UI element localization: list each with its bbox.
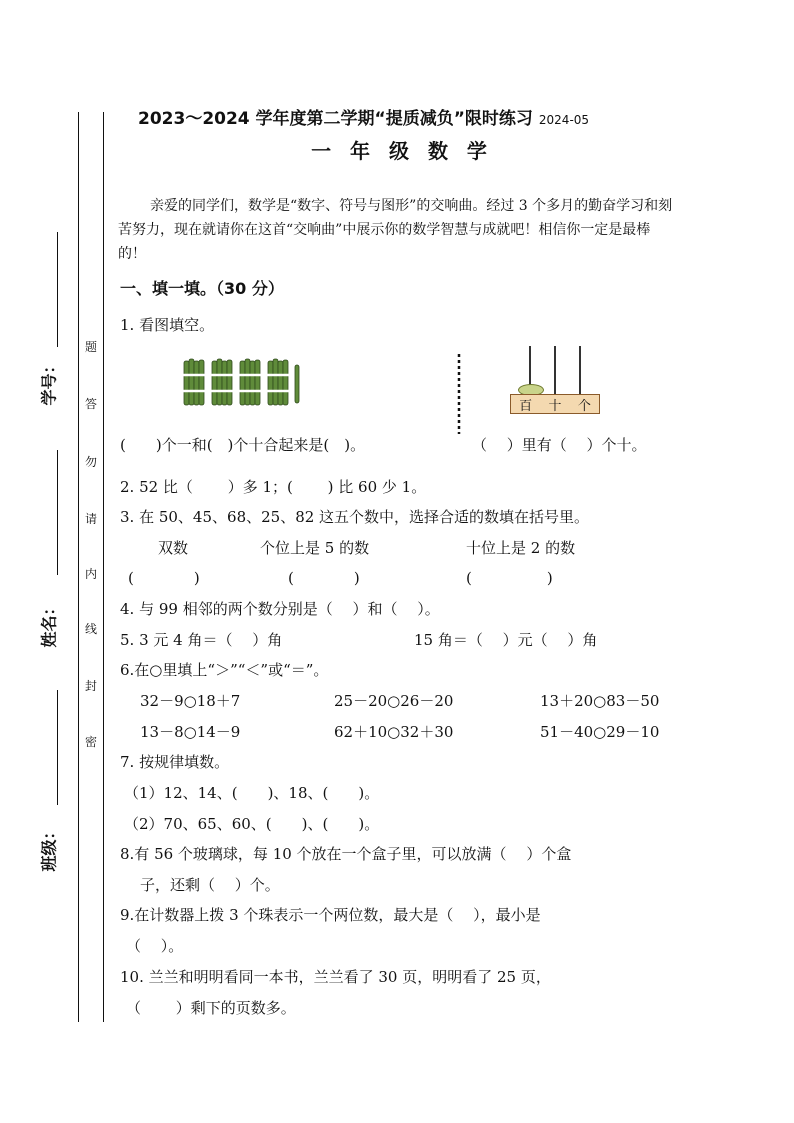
question-10-line1: 10. 兰兰和明明看同一本书，兰兰看了 30 页，明明看了 25 页， bbox=[120, 968, 551, 986]
comparison-item: 25－20○26－20 bbox=[334, 692, 454, 710]
name-label: 姓名： bbox=[39, 599, 59, 648]
class-label: 班级： bbox=[39, 823, 59, 872]
question-1: 1. 看图填空。 bbox=[120, 316, 215, 334]
question-1-left-blank: ( )个一和( )个十合起来是( )。 bbox=[120, 436, 366, 454]
question-1-right-blank: （ ）里有（ ）个十。 bbox=[472, 436, 647, 454]
seal-char: 请 bbox=[84, 512, 97, 526]
question-8-line2: 子，还剩（ ）个。 bbox=[140, 876, 280, 894]
dotted-divider bbox=[455, 352, 463, 436]
question-3-category-tens2: 十位上是 2 的数 bbox=[466, 539, 576, 557]
seal-char: 线 bbox=[84, 622, 97, 636]
counter-rod-tens bbox=[554, 346, 556, 394]
stick-bundles-illustration bbox=[180, 355, 305, 410]
question-3-category-even: 双数 bbox=[158, 539, 189, 557]
question-3: 3. 在 50、45、68、25、82 这五个数中，选择合适的数填在括号里。 bbox=[120, 508, 590, 526]
question-3-category-ones5: 个位上是 5 的数 bbox=[260, 539, 370, 557]
page-subtitle: 一 年 级 数 学 bbox=[311, 139, 493, 163]
page-title bbox=[138, 104, 589, 129]
counter-rod-ones bbox=[579, 346, 581, 394]
question-3-blank-1[interactable]: ( ) bbox=[128, 569, 200, 587]
comparison-item: 13－8○14－9 bbox=[140, 723, 241, 741]
comparison-item: 51－40○29－10 bbox=[540, 723, 660, 741]
binding-line-left bbox=[78, 112, 79, 1022]
question-4: 4. 与 99 相邻的两个数分别是（ ）和（ ）。 bbox=[120, 600, 440, 618]
class-blank[interactable] bbox=[57, 690, 58, 805]
seal-char: 封 bbox=[84, 679, 97, 693]
name-blank[interactable] bbox=[57, 450, 58, 575]
exam-date: 2024-05 bbox=[538, 113, 590, 127]
counter-abacus bbox=[510, 346, 600, 414]
question-7b: （2）70、65、60、( )、( )。 bbox=[124, 815, 380, 833]
intro-paragraph: 亲爱的同学们，数学是“数字、符号与图形”的交响曲。经过 3 个多月的勤奋学习和刻苦努力，现在就请你在这首“交响曲”中展示你的数学智慧与成就吧！相信你一定是最棒的！ bbox=[118, 198, 673, 262]
comparison-item: 32－9○18＋7 bbox=[140, 692, 241, 710]
question-3-blank-2[interactable]: ( ) bbox=[288, 569, 360, 587]
counter-label-tens: 十 bbox=[548, 398, 562, 414]
counter-base bbox=[510, 394, 600, 414]
question-5b: 15 角＝（ ）元（ ）角 bbox=[414, 631, 598, 649]
seal-char: 密 bbox=[84, 735, 97, 749]
question-6: 6.在○里填上“＞”“＜”或“＝”。 bbox=[120, 661, 329, 679]
counter-label-ones: 个 bbox=[577, 398, 591, 414]
question-2: 2. 52 比（ ）多 1；( ) 比 60 少 1。 bbox=[120, 478, 427, 496]
student-id-blank[interactable] bbox=[57, 232, 58, 347]
question-7: 7. 按规律填数。 bbox=[120, 753, 230, 771]
title-text: 2023～2024 学年度第二学期“提质减负”限时练习 bbox=[138, 109, 533, 129]
question-7a: （1）12、14、( )、18、( )。 bbox=[124, 784, 380, 802]
question-10-line2: （ ）剩下的页数多。 bbox=[126, 999, 296, 1017]
question-3-blank-3[interactable]: ( ) bbox=[466, 569, 553, 587]
seal-char: 答 bbox=[84, 397, 97, 411]
seal-char: 内 bbox=[84, 567, 97, 581]
question-9-line2: （ ）。 bbox=[126, 937, 184, 955]
section-heading: 一、填一填。（30 分） bbox=[120, 279, 284, 298]
student-id-label: 学号： bbox=[39, 357, 59, 406]
question-8-line1: 8.有 56 个玻璃球，每 10 个放在一个盒子里，可以放满（ ）个盒 bbox=[120, 845, 572, 863]
seal-char: 题 bbox=[84, 340, 97, 354]
question-9-line1: 9.在计数器上拨 3 个珠表示一个两位数，最大是（ ），最小是 bbox=[120, 906, 541, 924]
question-5a: 5. 3 元 4 角＝（ ）角 bbox=[120, 631, 283, 649]
comparison-item: 13＋20○83－50 bbox=[540, 692, 660, 710]
counter-label-hundreds: 百 bbox=[519, 398, 533, 414]
comparison-item: 62＋10○32＋30 bbox=[334, 723, 454, 741]
seal-char: 勿 bbox=[84, 455, 97, 469]
binding-line-right bbox=[103, 112, 104, 1022]
